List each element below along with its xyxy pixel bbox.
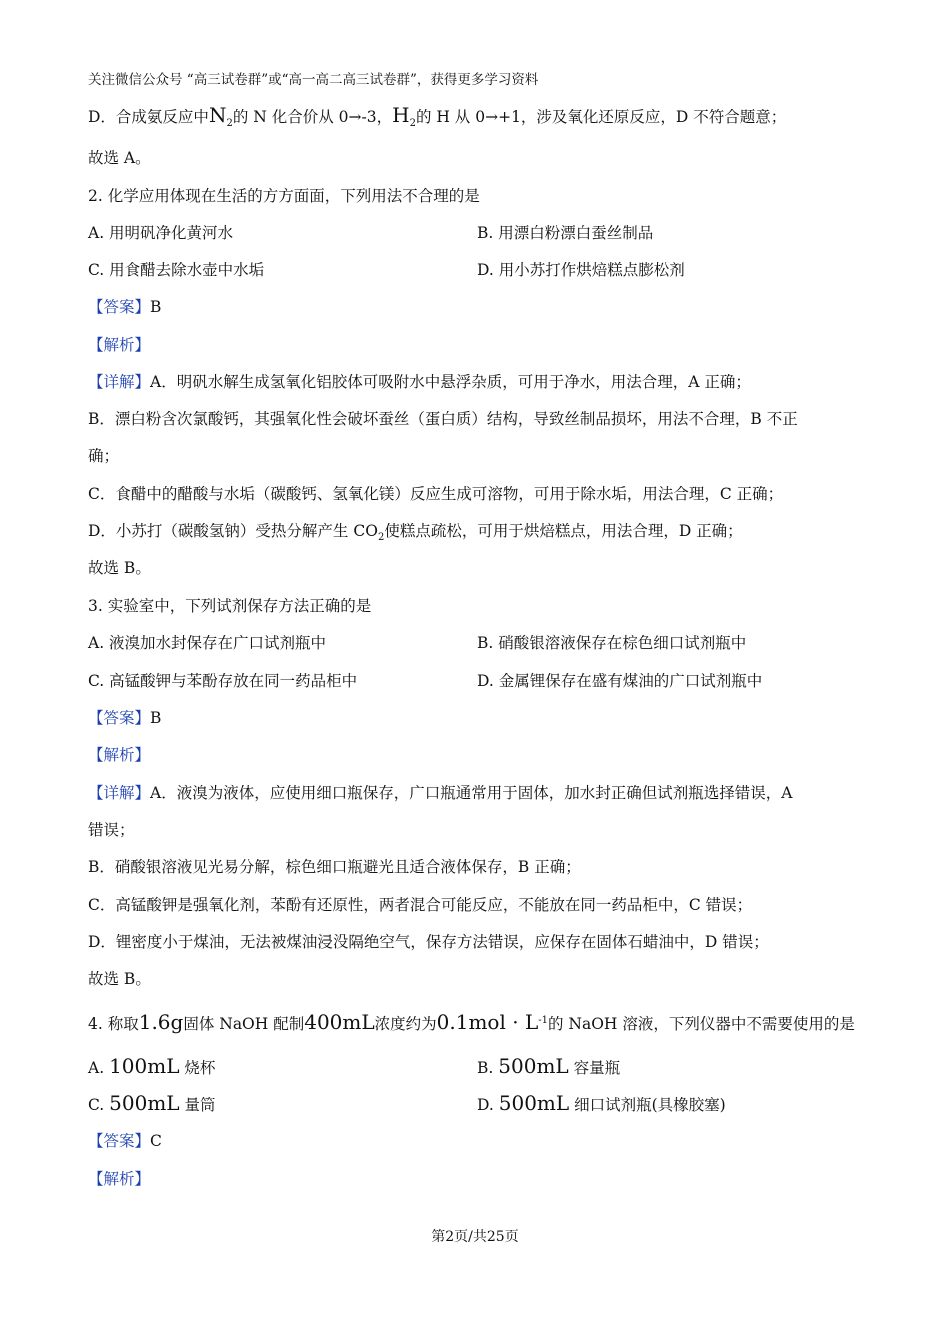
q4-analysis-tag: 【解析】 bbox=[88, 1170, 151, 1188]
q2-option-b: B. 用漂白粉漂白蚕丝制品 bbox=[477, 224, 654, 242]
q4-answer: 【答案】C bbox=[88, 1132, 162, 1150]
page-header: 关注微信公众号 “高三试卷群”或“高一高二高三试卷群”，获得更多学习资料 bbox=[88, 72, 539, 88]
q3-detail-d: D．锂密度小于煤油，无法被煤油浸没隔绝空气，保存方法错误，应保存在固体石蜡油中，D 错误； bbox=[88, 933, 769, 951]
q1-detail-d: D．合成氨反应中$N_2$的 N 化合价从 0→-3，$H_2$的 H 从 0→+1，涉及氧化还原反应，D 不符合题意； bbox=[88, 103, 787, 130]
q2-detail-c: C．食醋中的醋酸与水垢（碳酸钙、氢氧化镁）反应生成可溶物，可用于除水垢，用法合理，C 正确； bbox=[88, 485, 784, 503]
q2-option-a: A. 用明矾净化黄河水 bbox=[88, 224, 234, 242]
q3-option-a: A. 液溴加水封保存在广口试剂瓶中 bbox=[88, 634, 327, 652]
q2-option-d: D. 用小苏打作烘焙糕点膨松剂 bbox=[477, 261, 685, 279]
q3-option-c: C. 高锰酸钾与苯酚存放在同一药品柜中 bbox=[88, 672, 358, 690]
q4-option-d: D. 500mL 细口试剂瓶(具橡胶塞) bbox=[477, 1091, 726, 1115]
q4-stem: 4. 称取1.6g固体 NaOH 配制400mL浓度约为$0.1mol \cdot L^{-1}$的 NaOH 溶液，下列仪器中不需要使用的是 bbox=[88, 1010, 855, 1035]
q3-answer: 【答案】B bbox=[88, 709, 162, 727]
q2-stem: 2. 化学应用体现在生活的方方面面，下列用法不合理的是 bbox=[88, 187, 480, 205]
q3-option-d: D. 金属锂保存在盛有煤油的广口试剂瓶中 bbox=[477, 672, 763, 690]
q4-option-c: C. 500mL 量筒 bbox=[88, 1091, 216, 1115]
q2-conclusion: 故选 B。 bbox=[88, 559, 151, 577]
q2-answer: 【答案】B bbox=[88, 298, 162, 316]
page-footer: 第2页/共25页 bbox=[431, 1229, 519, 1245]
q3-conclusion: 故选 B。 bbox=[88, 970, 151, 988]
q4-option-a: A. 100mL 烧杯 bbox=[88, 1054, 216, 1078]
q3-detail-a-cont: 错误； bbox=[88, 821, 135, 839]
q3-detail-b: B．硝酸银溶液见光易分解，棕色细口瓶避光且适合液体保存，B 正确； bbox=[88, 858, 581, 876]
q1-conclusion: 故选 A。 bbox=[88, 149, 151, 167]
q2-detail-b-cont: 确； bbox=[88, 447, 120, 465]
q2-detail-a: 【详解】A．明矾水解生成氢氧化铝胶体可吸附水中悬浮杂质，可用于净水，用法合理，A 正确； bbox=[88, 373, 751, 391]
q3-analysis-tag: 【解析】 bbox=[88, 746, 151, 764]
q4-option-b: B. 500mL 容量瓶 bbox=[477, 1054, 621, 1078]
q3-detail-a: 【详解】A．液溴为液体，应使用细口瓶保存，广口瓶通常用于固体，加水封正确但试剂瓶选择错误，A bbox=[88, 784, 793, 802]
q3-detail-c: C．高锰酸钾是强氧化剂，苯酚有还原性，两者混合可能反应，不能放在同一药品柜中，C 错误； bbox=[88, 896, 753, 914]
q3-option-b: B. 硝酸银溶液保存在棕色细口试剂瓶中 bbox=[477, 634, 747, 652]
q3-stem: 3. 实验室中，下列试剂保存方法正确的是 bbox=[88, 597, 372, 615]
q2-detail-b: B．漂白粉含次氯酸钙，其强氧化性会破坏蚕丝（蛋白质）结构，导致丝制品损坏，用法不合理，B 不正 bbox=[88, 410, 798, 428]
q2-detail-d: D．小苏打（碳酸氢钠）受热分解产生 $CO_2$使糕点疏松，可用于烘焙糕点，用法合理，D 正确； bbox=[88, 522, 743, 544]
q2-analysis-tag: 【解析】 bbox=[88, 336, 151, 354]
q2-option-c: C. 用食醋去除水壶中水垢 bbox=[88, 261, 265, 279]
